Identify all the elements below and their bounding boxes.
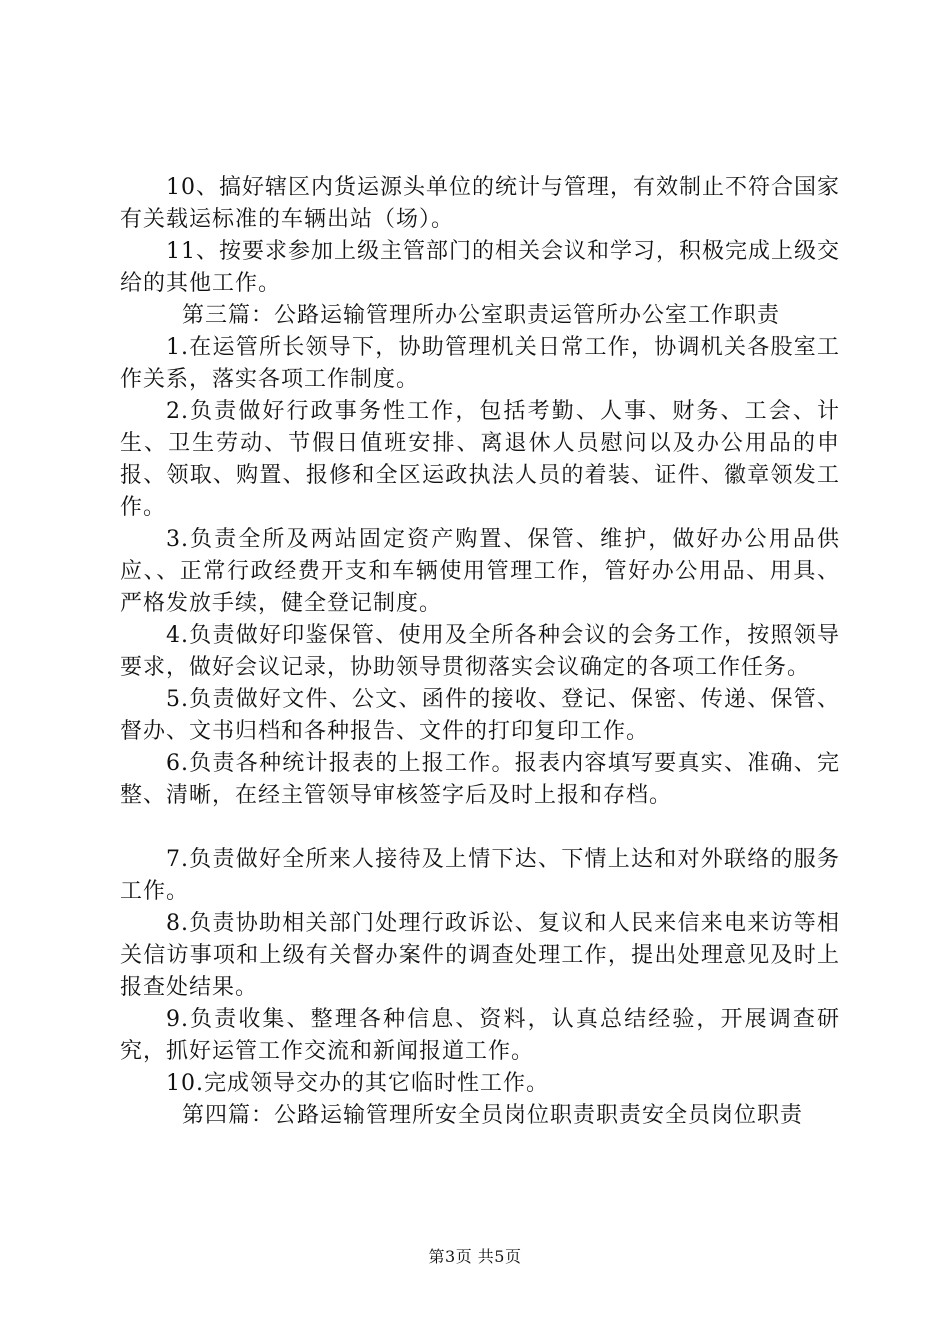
paragraph-duty-8: 8.负责协助相关部门处理行政诉讼、复议和人民来信来电来访等相关信访事项和上级有关督办案件的调查处理工作，提出处理意见及时上报查处结果。 bbox=[120, 911, 840, 1000]
paragraph-item-10: 10、搞好辖区内货运源头单位的统计与管理，有效制止不符合国家有关载运标准的车辆出站（场）。 bbox=[120, 175, 840, 232]
paragraph-duty-1: 1.在运管所长领导下，协助管理机关日常工作，协调机关各股室工作关系，落实各项工作制度。 bbox=[120, 335, 840, 392]
paragraph-duty-9: 9.负责收集、整理各种信息、资料，认真总结经验，开展调查研究，抓好运管工作交流和新闻报道工作。 bbox=[120, 1007, 840, 1064]
section-heading-chapter-3: 第三篇：公路运输管理所办公室职责运管所办公室工作职责 bbox=[182, 303, 781, 328]
paragraph-duty-6: 6.负责各种统计报表的上报工作。报表内容填写要真实、准确、完整、清晰，在经主管领导审核签字后及时上报和存档。 bbox=[120, 751, 840, 808]
paragraph-item-11: 11、按要求参加上级主管部门的相关会议和学习，积极完成上级交给的其他工作。 bbox=[120, 239, 840, 296]
blank-line bbox=[120, 812, 840, 844]
paragraph-duty-4: 4.负责做好印鉴保管、使用及全所各种会议的会务工作，按照领导要求，做好会议记录，协助领导贯彻落实会议确定的各项工作任务。 bbox=[120, 623, 840, 680]
paragraph-duty-7: 7.负责做好全所来人接待及上情下达、下情上达和对外联络的服务工作。 bbox=[120, 847, 840, 904]
paragraph-duty-10: 10.完成领导交办的其它临时性工作。 bbox=[166, 1071, 549, 1096]
paragraph-duty-5: 5.负责做好文件、公文、函件的接收、登记、保密、传递、保管、督办、文书归档和各种报告、文件的打印复印工作。 bbox=[120, 687, 840, 744]
page-number-footer: 第3页 共5页 bbox=[428, 1247, 522, 1266]
paragraph-duty-2: 2.负责做好行政事务性工作，包括考勤、人事、财务、工会、计生、卫生劳动、节假日值班安排、离退休人员慰问以及办公用品的申报、领取、购置、报修和全区运政执法人员的着装、证件、徽章领发工作。 bbox=[120, 399, 840, 520]
document-body bbox=[120, 172, 840, 1132]
section-heading-chapter-4: 第四篇：公路运输管理所安全员岗位职责职责安全员岗位职责 bbox=[182, 1103, 804, 1128]
paragraph-duty-3: 3.负责全所及两站固定资产购置、保管、维护，做好办公用品供应、、正常行政经费开支和车辆使用管理工作，管好办公用品、用具、严格发放手续，健全登记制度。 bbox=[120, 527, 840, 616]
